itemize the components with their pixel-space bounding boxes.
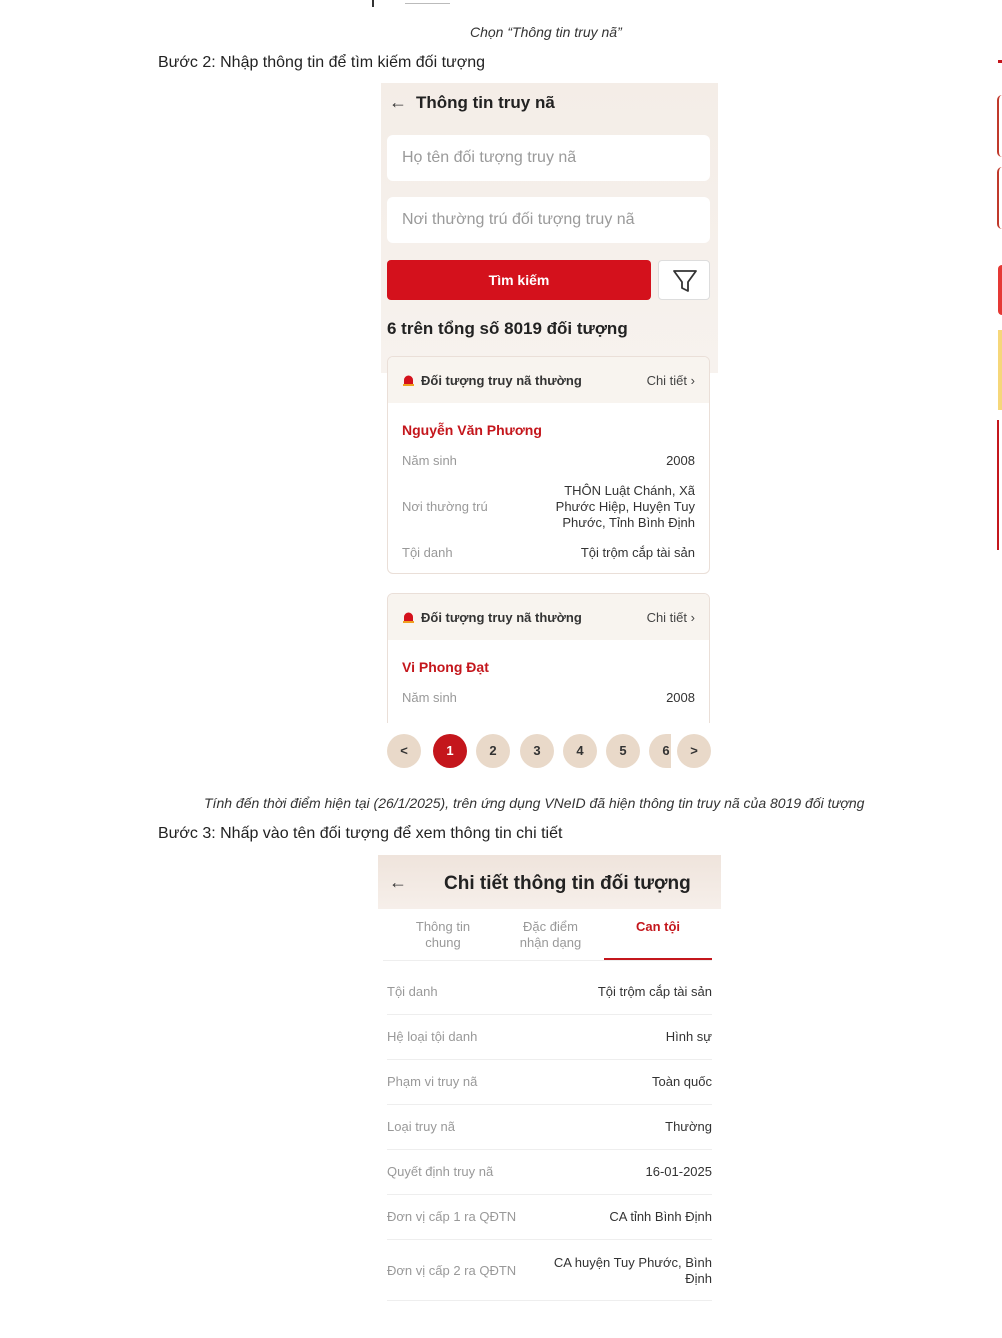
detail-value: Toàn quốc [652,1074,712,1089]
edge-mark-border [997,95,1002,157]
birth-value: 2008 [666,453,695,468]
back-arrow-icon[interactable]: ← [389,872,407,892]
detail-label: Tội danh [387,984,438,999]
tab-label-line: Đặc điểm [523,919,578,934]
detail-link[interactable] [647,373,695,388]
detail-row [387,1239,712,1301]
detail-link-label: Chi tiết [646,373,688,388]
filter-button[interactable] [658,260,710,300]
page-button[interactable]: 3 [520,734,554,768]
tab-crimes[interactable] [623,919,693,935]
detail-value: CA tỉnh Bình Định [609,1209,712,1224]
address-label: Nơi thường trú [402,499,488,514]
detail-value-line: Định [685,1271,712,1286]
birth-label: Năm sinh [402,690,457,705]
card-type: Đối tượng truy nã thường [421,610,582,625]
filter-icon [659,261,711,301]
result-card[interactable] [387,356,710,574]
detail-value: Hình sự [665,1029,712,1044]
page-prev-button[interactable]: < [387,734,421,768]
result-card[interactable] [387,593,710,723]
top-divider [372,0,374,7]
edge-mark-red [998,265,1002,315]
name-search-input[interactable]: Họ tên đối tượng truy nã [387,135,710,181]
screen-title: Thông tin truy nã [416,93,555,112]
siren-icon [402,373,415,386]
top-fragment [405,0,450,4]
edge-mark-red [998,60,1002,63]
detail-row [387,1194,712,1240]
edge-mark-border [997,167,1002,229]
page-button[interactable]: 5 [606,734,640,768]
person-name[interactable]: Nguyễn Văn Phương [402,422,542,438]
detail-label: Đơn vị cấp 2 ra QĐTN [387,1263,517,1278]
page-button[interactable]: 2 [476,734,510,768]
detail-screen [378,855,721,1305]
detail-label: Phạm vi truy nã [387,1074,478,1089]
person-name[interactable]: Vi Phong Đạt [402,659,489,675]
step-3-text: Bước 3: Nhấp vào tên đối tượng để xem thông tin chi tiết [158,825,563,842]
chevron-right-icon: › [690,610,695,625]
tab-label-line: nhận dạng [519,935,582,950]
address-search-input[interactable]: Nơi thường trú đối tượng truy nã [387,197,710,243]
caption-mid: Tính đến thời điểm hiện tại (26/1/2025), trên ứng dụng VNeID đã hiện thông tin truy nã của 8019 đối tượng [204,795,865,811]
detail-value: 16-01-2025 [645,1164,712,1179]
page-button[interactable]: 6 [649,734,671,768]
detail-label: Loại truy nã [387,1119,455,1134]
detail-value-line: CA huyện Tuy Phước, Bình [553,1255,712,1270]
edge-mark-red [997,420,1002,550]
birth-label: Năm sinh [402,453,457,468]
detail-value [554,1255,712,1287]
card-header [388,357,709,403]
siren-icon [402,610,415,623]
page-button[interactable]: 4 [563,734,597,768]
address-line: THÔN Luật Chánh, Xã [564,483,695,498]
page-next-button[interactable]: > [677,734,711,768]
edge-mark-yellow [998,330,1002,410]
tab-label-line: Thông tin [415,919,471,934]
crime-value: Tội trộm cắp tài sản [580,545,695,560]
tab-general-info[interactable] [408,919,478,951]
tab-label-line: chung [425,935,461,950]
birth-value: 2008 [666,690,695,705]
detail-row [387,1104,712,1150]
step-2-text: Bước 2: Nhập thông tin để tìm kiếm đối tượng [158,54,486,71]
tabs-divider [383,960,712,961]
crime-label: Tội danh [402,545,453,560]
active-tab-indicator [604,958,712,960]
tab-identification[interactable] [513,919,588,951]
detail-row [387,1059,712,1105]
card-header [388,594,709,640]
card-type: Đối tượng truy nã thường [421,373,582,388]
chevron-right-icon: › [690,373,695,388]
detail-value: Thường [665,1119,712,1134]
search-button[interactable]: Tìm kiếm [387,260,651,300]
address-value [556,483,695,531]
detail-label: Quyết định truy nã [387,1164,494,1179]
detail-label: Đơn vị cấp 1 ra QĐTN [387,1209,517,1224]
search-screen [381,83,718,723]
tab-label-line: Can tội [635,919,681,934]
detail-value: Tội trộm cắp tài sản [597,984,712,999]
page-button[interactable]: 1 [433,734,467,768]
result-count: 6 trên tổng số 8019 đối tượng [387,319,628,338]
detail-row [387,1149,712,1195]
address-line: Phước, Tỉnh Bình Định [562,515,695,530]
detail-link-label: Chi tiết [646,610,688,625]
address-line: Phước Hiệp, Huyện Tuy [555,499,695,514]
detail-link[interactable] [647,610,695,625]
detail-label: Hệ loại tội danh [387,1029,478,1044]
detail-title: Chi tiết thông tin đối tượng [444,873,691,894]
detail-row [387,1014,712,1060]
caption-top: Chọn “Thông tin truy nã” [470,24,622,40]
detail-row [387,969,712,1015]
back-arrow-icon[interactable]: ← [389,92,407,112]
